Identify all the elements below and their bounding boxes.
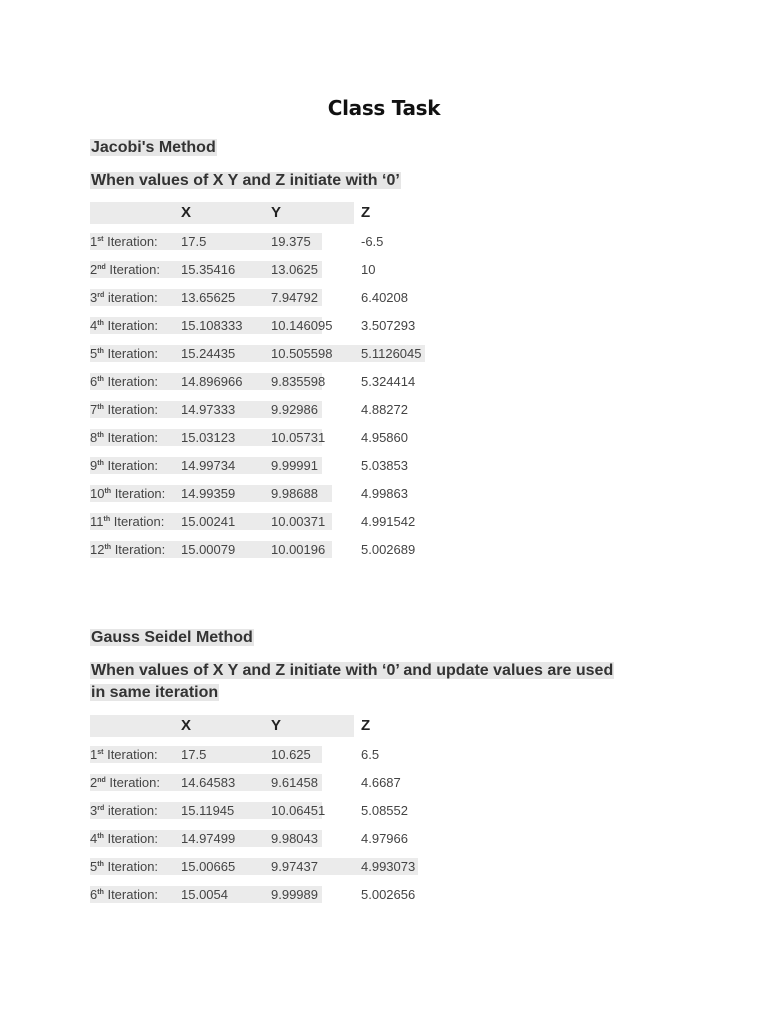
iteration-number: 7 [90,402,98,417]
column-header-y: Y [271,204,282,221]
value-z: 5.002689 [361,542,416,557]
iteration-word: iteration: [104,290,158,305]
iteration-ordinal-suffix: th [97,376,104,383]
iteration-number: 2 [90,262,98,277]
value-z: 6.5 [361,747,380,762]
value-z: 4.88272 [361,402,408,417]
value-y: 9.97437 [271,859,318,874]
iteration-label [90,881,158,909]
iteration-label [90,853,158,881]
iteration-number: 1 [90,234,98,249]
value-x: 15.00079 [181,542,236,557]
iteration-ordinal-suffix: nd [97,264,106,271]
value-x: 15.24435 [181,346,236,361]
value-y: 9.99989 [271,887,318,902]
iteration-word: Iteration: [103,402,159,417]
iteration-ordinal-suffix: th [97,348,104,355]
value-z: 6.40208 [361,290,408,305]
value-y: 7.94792 [271,290,318,305]
jacobi-subtitle-text: When values of X Y and Z initiate with ‘0’ [91,172,400,189]
iteration-number: 6 [90,887,98,902]
value-y: 10.146095 [271,318,333,333]
iteration-label [90,741,158,769]
iteration-word: Iteration: [103,318,159,333]
iteration-number: 12 [90,542,105,557]
iteration-label [90,368,158,396]
value-z: 10 [361,262,376,277]
value-x: 14.97333 [181,402,236,417]
value-y: 10.625 [271,747,311,762]
value-x: 14.896966 [181,374,243,389]
iteration-word: Iteration: [103,859,159,874]
value-x: 14.99734 [181,458,236,473]
gauss-seidel-method-label: Gauss Seidel Method [91,629,253,646]
iteration-number: 3 [90,290,98,305]
value-y: 10.00196 [271,542,326,557]
iteration-ordinal-suffix: th [97,833,104,840]
gauss-seidel-subtitle [90,660,614,704]
value-y: 10.505598 [271,346,333,361]
iteration-ordinal-suffix: nd [97,777,106,784]
iteration-label [90,256,160,284]
iteration-word: Iteration: [105,775,160,790]
iteration-word: Iteration: [103,234,158,249]
header-row-shading [90,715,354,737]
iteration-ordinal-suffix: th [104,544,112,551]
value-x: 14.99359 [181,486,236,501]
iteration-word: Iteration: [103,430,159,445]
iteration-number: 11 [90,514,104,529]
gauss-seidel-method-heading [90,627,254,649]
iteration-word: Iteration: [103,747,158,762]
iteration-word: Iteration: [111,542,166,557]
value-x: 15.35416 [181,262,236,277]
value-y: 9.92986 [271,402,318,417]
iteration-label [90,312,158,340]
value-x: 17.5 [181,747,207,762]
value-x: 15.03123 [181,430,236,445]
column-header-z: Z [361,204,371,221]
value-y: 10.00371 [271,514,326,529]
page-title: Class Task [327,96,441,120]
iteration-label [90,284,158,312]
value-y: 9.98688 [271,486,318,501]
iteration-word: Iteration: [103,374,159,389]
iteration-word: Iteration: [111,486,166,501]
iteration-ordinal-suffix: th [103,516,111,523]
value-z: 4.99863 [361,486,408,501]
iteration-number: 4 [90,831,98,846]
iteration-number: 3 [90,803,98,818]
iteration-number: 1 [90,747,98,762]
iteration-word: Iteration: [105,262,160,277]
iteration-number: 8 [90,430,98,445]
iteration-ordinal-suffix: th [97,861,104,868]
value-z: 5.03853 [361,458,408,473]
iteration-word: Iteration: [103,887,159,902]
value-y: 9.835598 [271,374,326,389]
value-z: 5.002656 [361,887,416,902]
jacobi-subtitle [90,170,401,192]
iteration-ordinal-suffix: th [97,404,104,411]
value-z: 4.991542 [361,514,416,529]
iteration-number: 9 [90,458,98,473]
iteration-label [90,480,165,508]
value-y: 13.0625 [271,262,318,277]
value-y: 19.375 [271,234,311,249]
iteration-ordinal-suffix: th [97,320,104,327]
value-z: 5.324414 [361,374,416,389]
iteration-ordinal-suffix: rd [97,805,105,812]
iteration-label [90,797,158,825]
iteration-ordinal-suffix: st [97,749,104,756]
iteration-label [90,396,158,424]
value-z: 3.507293 [361,318,416,333]
iteration-label [90,769,160,797]
gauss-seidel-subtitle-line2: in same iteration [91,684,219,701]
iteration-number: 10 [90,486,105,501]
value-y: 10.06451 [271,803,326,818]
iteration-label [90,825,158,853]
iteration-label [90,452,158,480]
column-header-x: X [181,717,192,734]
value-x: 15.00665 [181,859,236,874]
column-header-x: X [181,204,192,221]
iteration-number: 6 [90,374,98,389]
iteration-word: Iteration: [103,458,159,473]
value-x: 13.65625 [181,290,236,305]
iteration-ordinal-suffix: rd [97,292,105,299]
value-x: 15.00241 [181,514,236,529]
iteration-label [90,424,158,452]
iteration-number: 2 [90,775,98,790]
iteration-ordinal-suffix: th [97,460,104,467]
value-y: 9.99991 [271,458,318,473]
iteration-ordinal-suffix: st [97,236,104,243]
iteration-number: 4 [90,318,98,333]
value-y: 10.05731 [271,430,326,445]
value-x: 15.0054 [181,887,228,902]
iteration-label [90,340,158,368]
value-z: 5.08552 [361,803,408,818]
value-y: 9.98043 [271,831,318,846]
value-y: 9.61458 [271,775,318,790]
column-header-z: Z [361,717,371,734]
iteration-ordinal-suffix: th [97,432,104,439]
value-x: 15.11945 [181,803,235,818]
value-z: 4.97966 [361,831,408,846]
iteration-label [90,508,164,536]
jacobi-method-heading [90,137,217,159]
value-z: 4.6687 [361,775,401,790]
value-x: 17.5 [181,234,207,249]
iteration-number: 5 [90,346,98,361]
jacobi-method-label: Jacobi's Method [91,139,216,156]
iteration-label [90,536,165,564]
value-z: 4.95860 [361,430,408,445]
iteration-label [90,228,158,256]
value-z: -6.5 [361,234,384,249]
iteration-word: iteration: [104,803,158,818]
value-x: 15.108333 [181,318,243,333]
iteration-word: Iteration: [103,346,159,361]
iteration-word: Iteration: [110,514,165,529]
iteration-word: Iteration: [103,831,159,846]
column-header-y: Y [271,717,282,734]
value-z: 4.993073 [361,859,416,874]
iteration-ordinal-suffix: th [97,889,104,896]
value-x: 14.97499 [181,831,236,846]
value-z: 5.1126045 [361,346,422,361]
iteration-ordinal-suffix: th [104,488,112,495]
gauss-seidel-subtitle-line1: When values of X Y and Z initiate with ‘0’ and update values are used [91,662,614,679]
value-x: 14.64583 [181,775,236,790]
header-row-shading [90,202,354,224]
iteration-number: 5 [90,859,98,874]
